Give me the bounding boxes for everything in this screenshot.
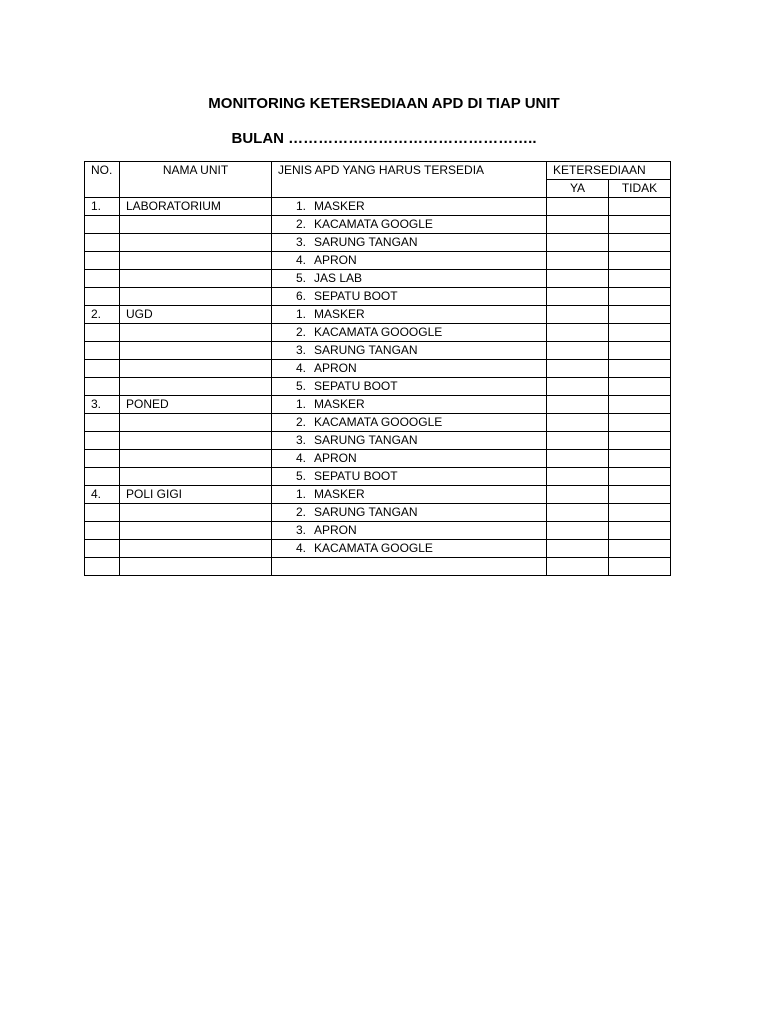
apd-item-cell bbox=[272, 360, 547, 378]
header-nama-unit: NAMA UNIT bbox=[120, 162, 272, 198]
apd-item-number: 1. bbox=[295, 397, 306, 411]
apd-item-label: APRON bbox=[314, 253, 357, 267]
unit-name-cell bbox=[120, 324, 272, 342]
unit-number-cell bbox=[85, 270, 120, 288]
ya-checkbox-cell[interactable] bbox=[547, 270, 609, 288]
apd-item-number: 3. bbox=[295, 235, 306, 249]
ya-checkbox-cell[interactable] bbox=[547, 450, 609, 468]
ya-checkbox-cell[interactable] bbox=[547, 432, 609, 450]
apd-item-label: JAS LAB bbox=[314, 271, 363, 285]
table-row bbox=[85, 522, 671, 540]
apd-item-cell bbox=[272, 378, 547, 396]
apd-item-label: SARUNG TANGAN bbox=[314, 235, 418, 249]
unit-name-cell bbox=[120, 360, 272, 378]
header-jenis-apd: JENIS APD YANG HARUS TERSEDIA bbox=[272, 162, 547, 198]
apd-item-cell bbox=[272, 306, 547, 324]
apd-item-number: 3. bbox=[295, 433, 306, 447]
tidak-checkbox-cell[interactable] bbox=[609, 198, 671, 216]
apd-item-number: 4. bbox=[295, 541, 306, 555]
unit-number-cell bbox=[85, 342, 120, 360]
tidak-checkbox-cell[interactable] bbox=[609, 486, 671, 504]
unit-name-cell bbox=[120, 288, 272, 306]
unit-number-cell bbox=[85, 450, 120, 468]
apd-item-cell bbox=[272, 450, 547, 468]
ya-checkbox-cell[interactable] bbox=[547, 504, 609, 522]
apd-item-label: SEPATU BOOT bbox=[314, 379, 398, 393]
unit-name-cell bbox=[120, 378, 272, 396]
empty-cell bbox=[609, 558, 671, 576]
tidak-checkbox-cell[interactable] bbox=[609, 234, 671, 252]
unit-number-cell: 2. bbox=[85, 306, 120, 324]
unit-name-cell: POLI GIGI bbox=[120, 486, 272, 504]
unit-name-cell bbox=[120, 540, 272, 558]
unit-name-cell: LABORATORIUM bbox=[120, 198, 272, 216]
ya-checkbox-cell[interactable] bbox=[547, 342, 609, 360]
tidak-checkbox-cell[interactable] bbox=[609, 324, 671, 342]
apd-item-cell bbox=[272, 252, 547, 270]
apd-item-cell bbox=[272, 504, 547, 522]
apd-item-number: 1. bbox=[295, 199, 306, 213]
tidak-checkbox-cell[interactable] bbox=[609, 504, 671, 522]
ya-checkbox-cell[interactable] bbox=[547, 396, 609, 414]
empty-cell bbox=[547, 558, 609, 576]
table-row bbox=[85, 468, 671, 486]
unit-name-cell bbox=[120, 468, 272, 486]
apd-item-cell bbox=[272, 432, 547, 450]
apd-item-cell bbox=[272, 216, 547, 234]
table-row bbox=[85, 198, 671, 216]
table-row bbox=[85, 306, 671, 324]
unit-name-cell bbox=[120, 522, 272, 540]
apd-item-cell bbox=[272, 414, 547, 432]
unit-number-cell bbox=[85, 252, 120, 270]
apd-item-label: KACAMATA GOOGLE bbox=[314, 541, 433, 555]
table-row bbox=[85, 504, 671, 522]
unit-name-cell bbox=[120, 450, 272, 468]
unit-number-cell bbox=[85, 216, 120, 234]
apd-item-number: 1. bbox=[295, 307, 306, 321]
header-tidak: TIDAK bbox=[609, 180, 671, 198]
unit-number-cell: 4. bbox=[85, 486, 120, 504]
ya-checkbox-cell[interactable] bbox=[547, 288, 609, 306]
empty-cell bbox=[272, 558, 547, 576]
table-row bbox=[85, 270, 671, 288]
apd-item-label: SARUNG TANGAN bbox=[314, 505, 418, 519]
apd-item-number: 6. bbox=[295, 289, 306, 303]
unit-name-cell bbox=[120, 252, 272, 270]
unit-name-cell bbox=[120, 270, 272, 288]
unit-number-cell bbox=[85, 324, 120, 342]
table-row bbox=[85, 450, 671, 468]
apd-item-label: SEPATU BOOT bbox=[314, 469, 398, 483]
header-ketersediaan: KETERSEDIAAN bbox=[547, 162, 671, 180]
unit-name-cell bbox=[120, 432, 272, 450]
apd-item-cell bbox=[272, 486, 547, 504]
ya-checkbox-cell[interactable] bbox=[547, 360, 609, 378]
table-row bbox=[85, 234, 671, 252]
unit-name-cell: PONED bbox=[120, 396, 272, 414]
tidak-checkbox-cell[interactable] bbox=[609, 450, 671, 468]
month-line: BULAN ………………………………………….. bbox=[231, 130, 537, 147]
tidak-checkbox-cell[interactable] bbox=[609, 306, 671, 324]
tidak-checkbox-cell[interactable] bbox=[609, 342, 671, 360]
apd-item-number: 4. bbox=[295, 253, 306, 267]
ya-checkbox-cell[interactable] bbox=[547, 324, 609, 342]
apd-item-label: MASKER bbox=[314, 487, 365, 501]
unit-number-cell bbox=[85, 432, 120, 450]
apd-item-number: 2. bbox=[295, 415, 306, 429]
apd-item-cell bbox=[272, 198, 547, 216]
unit-number-cell bbox=[85, 540, 120, 558]
table-row bbox=[85, 540, 671, 558]
ya-checkbox-cell[interactable] bbox=[547, 414, 609, 432]
apd-item-cell bbox=[272, 468, 547, 486]
apd-item-label: SARUNG TANGAN bbox=[314, 343, 418, 357]
ya-checkbox-cell[interactable] bbox=[547, 306, 609, 324]
table-row bbox=[85, 324, 671, 342]
table-row bbox=[85, 342, 671, 360]
table-row bbox=[85, 216, 671, 234]
apd-item-cell bbox=[272, 324, 547, 342]
apd-item-number: 2. bbox=[295, 505, 306, 519]
ya-checkbox-cell[interactable] bbox=[547, 234, 609, 252]
tidak-checkbox-cell[interactable] bbox=[609, 396, 671, 414]
unit-number-cell: 1. bbox=[85, 198, 120, 216]
apd-item-number: 1. bbox=[295, 487, 306, 501]
tidak-checkbox-cell[interactable] bbox=[609, 468, 671, 486]
header-row bbox=[85, 162, 671, 180]
tidak-checkbox-cell[interactable] bbox=[609, 360, 671, 378]
apd-item-cell bbox=[272, 522, 547, 540]
unit-number-cell bbox=[85, 504, 120, 522]
apd-item-label: KACAMATA GOOGLE bbox=[314, 217, 433, 231]
table-row bbox=[85, 288, 671, 306]
apd-item-cell bbox=[272, 396, 547, 414]
apd-item-cell bbox=[272, 234, 547, 252]
unit-number-cell bbox=[85, 414, 120, 432]
unit-name-cell bbox=[120, 414, 272, 432]
unit-name-cell bbox=[120, 342, 272, 360]
unit-name-cell bbox=[120, 504, 272, 522]
apd-item-label: SARUNG TANGAN bbox=[314, 433, 418, 447]
unit-name-cell bbox=[120, 234, 272, 252]
apd-item-cell bbox=[272, 288, 547, 306]
apd-item-number: 2. bbox=[295, 325, 306, 339]
apd-item-number: 4. bbox=[295, 361, 306, 375]
apd-item-number: 2. bbox=[295, 217, 306, 231]
table-row bbox=[85, 252, 671, 270]
unit-number-cell: 3. bbox=[85, 396, 120, 414]
header-no: NO. bbox=[85, 162, 120, 198]
apd-item-label: MASKER bbox=[314, 397, 365, 411]
tidak-checkbox-cell[interactable] bbox=[609, 252, 671, 270]
empty-cell bbox=[120, 558, 272, 576]
apd-item-number: 5. bbox=[295, 271, 306, 285]
tidak-checkbox-cell[interactable] bbox=[609, 414, 671, 432]
tidak-checkbox-cell[interactable] bbox=[609, 270, 671, 288]
table-row bbox=[85, 414, 671, 432]
tidak-checkbox-cell[interactable] bbox=[609, 288, 671, 306]
unit-name-cell bbox=[120, 216, 272, 234]
tidak-checkbox-cell[interactable] bbox=[609, 432, 671, 450]
ya-checkbox-cell[interactable] bbox=[547, 216, 609, 234]
table-row bbox=[85, 360, 671, 378]
apd-item-label: MASKER bbox=[314, 307, 365, 321]
unit-number-cell bbox=[85, 288, 120, 306]
apd-item-label: APRON bbox=[314, 451, 357, 465]
ya-checkbox-cell[interactable] bbox=[547, 522, 609, 540]
apd-item-label: APRON bbox=[314, 523, 357, 537]
unit-number-cell bbox=[85, 378, 120, 396]
table-row bbox=[85, 432, 671, 450]
unit-number-cell bbox=[85, 468, 120, 486]
apd-item-number: 5. bbox=[295, 379, 306, 393]
header-ya: YA bbox=[547, 180, 609, 198]
apd-item-label: MASKER bbox=[314, 199, 365, 213]
apd-item-number: 3. bbox=[295, 343, 306, 357]
unit-number-cell bbox=[85, 522, 120, 540]
ya-checkbox-cell[interactable] bbox=[547, 486, 609, 504]
ya-checkbox-cell[interactable] bbox=[547, 540, 609, 558]
unit-number-cell bbox=[85, 234, 120, 252]
unit-number-cell bbox=[85, 360, 120, 378]
apd-item-number: 4. bbox=[295, 451, 306, 465]
apd-item-label: KACAMATA GOOOGLE bbox=[314, 325, 443, 339]
empty-row bbox=[85, 558, 671, 576]
apd-item-number: 5. bbox=[295, 469, 306, 483]
page-title: MONITORING KETERSEDIAAN APD DI TIAP UNIT bbox=[208, 95, 560, 112]
table-row bbox=[85, 486, 671, 504]
tidak-checkbox-cell[interactable] bbox=[609, 216, 671, 234]
apd-item-cell bbox=[272, 270, 547, 288]
apd-item-cell bbox=[272, 342, 547, 360]
ya-checkbox-cell[interactable] bbox=[547, 378, 609, 396]
empty-cell bbox=[85, 558, 120, 576]
apd-item-label: KACAMATA GOOOGLE bbox=[314, 415, 443, 429]
apd-item-number: 3. bbox=[295, 523, 306, 537]
table-row bbox=[85, 378, 671, 396]
tidak-checkbox-cell[interactable] bbox=[609, 378, 671, 396]
tidak-checkbox-cell[interactable] bbox=[609, 522, 671, 540]
ya-checkbox-cell[interactable] bbox=[547, 198, 609, 216]
apd-item-label: SEPATU BOOT bbox=[314, 289, 398, 303]
table-row bbox=[85, 396, 671, 414]
apd-item-label: APRON bbox=[314, 361, 357, 375]
apd-monitoring-table bbox=[84, 161, 671, 576]
ya-checkbox-cell[interactable] bbox=[547, 252, 609, 270]
ya-checkbox-cell[interactable] bbox=[547, 468, 609, 486]
unit-name-cell: UGD bbox=[120, 306, 272, 324]
tidak-checkbox-cell[interactable] bbox=[609, 540, 671, 558]
apd-item-cell bbox=[272, 540, 547, 558]
